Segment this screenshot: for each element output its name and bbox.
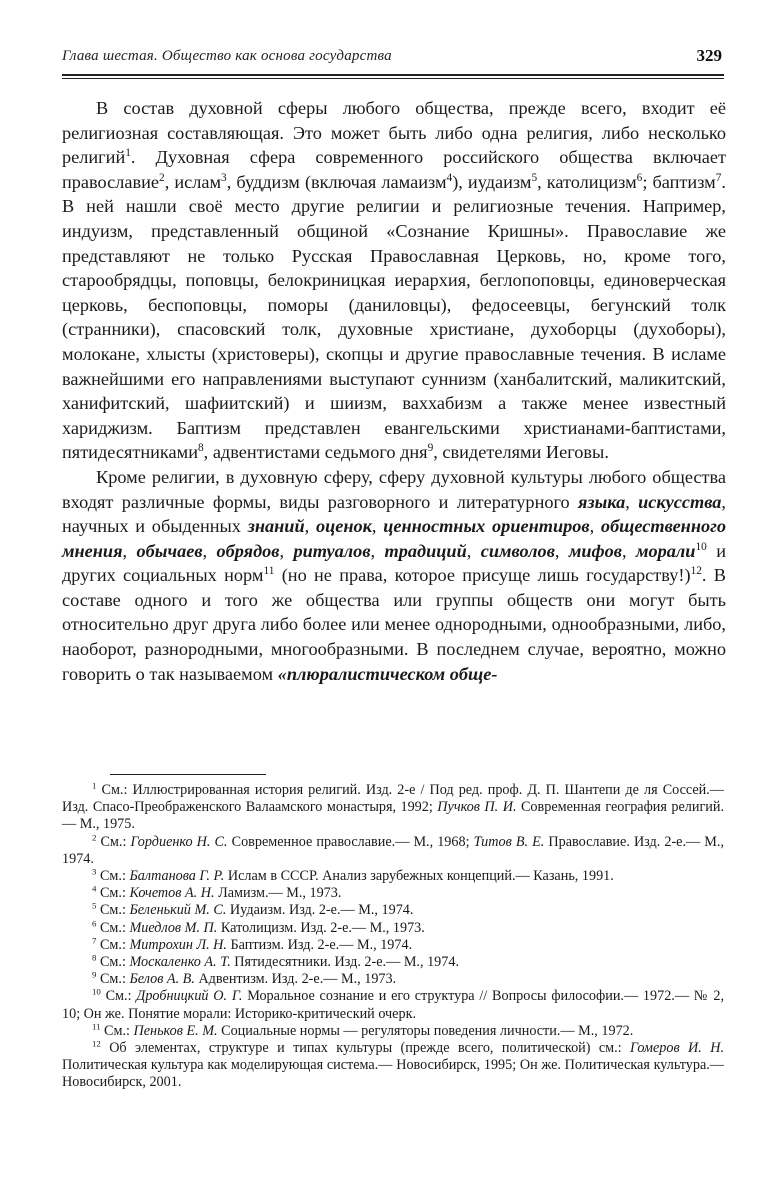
text-run: , католицизм bbox=[537, 171, 637, 192]
italic-run: Титов В. Е. bbox=[473, 833, 545, 850]
footnote-ref: 11 bbox=[263, 565, 275, 578]
paragraph-1 bbox=[62, 96, 726, 465]
text-run: Ламизм.— М., 1973. bbox=[214, 885, 342, 902]
italic-run: Дробницкий О. Г. bbox=[136, 988, 243, 1005]
footnote-12 bbox=[62, 1040, 724, 1092]
footnote-ref: 6 bbox=[636, 171, 643, 184]
text-run: , bbox=[371, 516, 384, 537]
text-run: Моральное сознание и его структура // Вопросы философии.— 1972.— № 2, 10; Он же. Понятие морали: Историко-критический очерк. bbox=[62, 988, 724, 1022]
footnote-6 bbox=[62, 917, 724, 937]
text-run: Адвентизм. Изд. 2-е.— М., 1973. bbox=[194, 971, 397, 988]
text-run: , адвентистами седьмого дня bbox=[203, 442, 428, 463]
paragraph-2 bbox=[62, 465, 726, 686]
text-run: См.: bbox=[100, 1022, 134, 1039]
text-run: См.: bbox=[96, 833, 131, 850]
text-run: См.: bbox=[96, 902, 130, 919]
footnote-ref: 9 bbox=[427, 442, 434, 455]
text-run: , bbox=[466, 540, 481, 561]
text-run: См.: bbox=[96, 885, 130, 902]
text-run: В состав духовной сферы любого общества, прежде всего, входит её религиозная составляющая. Это может быть либо одна религия, либо несколько религий bbox=[62, 98, 726, 168]
italic-run: «плюралистическом обще- bbox=[277, 663, 498, 684]
text-run: См.: Иллюстрированная история религий. Изд. 2-е / Под ред. проф. Д. П. Шантепи де ля Соссей.— Изд. Спасо-Преображенского Валаамского монастыря, 1992; bbox=[62, 782, 724, 816]
footnote-ref: 5 bbox=[531, 171, 538, 184]
footnote-ref: 3 bbox=[221, 171, 227, 184]
text-run: , свидетелями Иеговы. bbox=[433, 442, 609, 463]
footnote-5 bbox=[62, 902, 724, 919]
text-run: , bbox=[370, 540, 385, 561]
page-header bbox=[62, 44, 722, 72]
text-run: . Духовная сфера современного российского общества включает православие bbox=[62, 147, 726, 192]
footnote-ref: 8 bbox=[92, 952, 97, 963]
footnote-ref: 12 bbox=[690, 565, 702, 578]
footnote-ref: 1 bbox=[92, 780, 97, 791]
italic-run: Пеньков Е. М. bbox=[133, 1022, 218, 1039]
text-run: ), иудаизм bbox=[452, 171, 532, 192]
footnote-8 bbox=[62, 954, 724, 971]
text-run: , bbox=[554, 540, 569, 561]
footnote-ref: 10 bbox=[92, 986, 101, 997]
italic-run: Митрохин Л. Н. bbox=[129, 936, 227, 953]
header-rule-thin bbox=[62, 78, 724, 79]
italic-run: обрядов bbox=[216, 540, 280, 561]
text-run: (но не права, которое присуще лишь государству!) bbox=[274, 565, 691, 586]
text-run: и других социальных норм bbox=[62, 540, 726, 586]
italic-run: Пучков П. И. bbox=[437, 799, 517, 816]
footnote-ref: 9 bbox=[92, 969, 97, 980]
footnote-1 bbox=[62, 782, 724, 834]
italic-run: ритуалов bbox=[293, 540, 371, 561]
text-run: , bbox=[202, 540, 217, 561]
text-run: Политическая культура как моделирующая система.— Новосибирск, 1995; Он же. Политическая культура.— Новосибирск, 2001. bbox=[62, 1057, 724, 1091]
text-run: , научных и обыденных bbox=[62, 491, 726, 537]
footnote-ref: 1 bbox=[125, 147, 131, 160]
footnotes bbox=[62, 782, 724, 1092]
italic-run: знаний bbox=[247, 516, 305, 537]
text-run: Современное православие.— М., 1968; bbox=[227, 833, 474, 850]
text-run: , bbox=[304, 516, 316, 537]
italic-run: морали bbox=[635, 540, 696, 561]
footnote-ref: 8 bbox=[198, 442, 204, 455]
header-rule-thick bbox=[62, 74, 724, 76]
text-run: Кроме религии, в духовную сферу, сферу духовной культуры любого общества входят различные формы, виды разговорного и литературного bbox=[62, 466, 726, 512]
footnote-ref: 3 bbox=[92, 866, 97, 877]
italic-run: оценок bbox=[315, 516, 372, 537]
text-run: , ислам bbox=[164, 171, 222, 192]
italic-run: мифов bbox=[568, 540, 622, 561]
italic-run: Кочетов А. Н. bbox=[129, 885, 215, 902]
italic-run: общественного мнения bbox=[62, 516, 727, 561]
footnote-ref: 10 bbox=[695, 540, 707, 553]
text-run: Иудаизм. Изд. 2-е.— М., 1974. bbox=[226, 902, 414, 919]
text-run: Об элементах, структуре и типах культуры (прежде всего, политической) см.: bbox=[100, 1040, 631, 1057]
text-run: См.: bbox=[96, 936, 130, 953]
text-run: См.: bbox=[96, 954, 130, 971]
footnote-10 bbox=[62, 988, 724, 1022]
footnote-ref: 6 bbox=[92, 917, 97, 928]
text-run: Пятидесятники. Изд. 2-е.— М., 1974. bbox=[230, 954, 459, 971]
text-run: Социальные нормы — регуляторы поведения личности.— М., 1972. bbox=[217, 1022, 634, 1039]
footnote-ref: 5 bbox=[92, 900, 97, 911]
italic-run: языка bbox=[578, 491, 626, 512]
text-run: Баптизм. Изд. 2-е.— М., 1974. bbox=[226, 936, 413, 953]
footnote-ref: 2 bbox=[92, 831, 97, 842]
text-run: ; баптизм bbox=[642, 171, 716, 192]
footnote-ref: 12 bbox=[92, 1038, 101, 1049]
text-run: , bbox=[279, 540, 294, 561]
italic-run: Миедлов М. П. bbox=[129, 919, 218, 936]
italic-run: Белов А. В. bbox=[129, 971, 195, 988]
italic-run: искусства bbox=[638, 491, 722, 512]
text-run: См.: bbox=[96, 971, 130, 988]
text-run: См.: bbox=[96, 868, 130, 885]
page-number: 329 bbox=[696, 46, 722, 65]
italic-run: Гордиенко Н. С. bbox=[130, 833, 228, 850]
text-run: , bbox=[122, 540, 137, 561]
italic-run: ценностных ориентиров bbox=[383, 516, 590, 537]
main-text bbox=[62, 96, 726, 686]
text-run: , bbox=[621, 540, 636, 561]
italic-run: Балтанова Г. Р. bbox=[129, 868, 225, 885]
footnote-ref: 7 bbox=[715, 171, 722, 184]
footnote-ref: 7 bbox=[92, 935, 97, 946]
text-run: . В составе одного и того же общества или группы обществ они могут быть относительно друг друга либо более или менее однородными, однообразными, либо, наоборот, разнородными, многообразными. В последнем случае, вероятно, можно говорить о так называемом bbox=[62, 565, 726, 684]
text-run: , bbox=[589, 516, 601, 537]
footnote-ref: 4 bbox=[92, 883, 97, 894]
text-run: Католицизм. Изд. 2-е.— М., 1973. bbox=[217, 919, 425, 936]
footnote-11 bbox=[62, 1023, 724, 1040]
italic-run: Беленький М. С. bbox=[129, 902, 227, 919]
footnote-ref: 4 bbox=[446, 171, 453, 184]
text-run: Православие. Изд. 2-е.— М., 1974. bbox=[62, 833, 724, 867]
italic-run: обычаев bbox=[136, 540, 203, 561]
footnote-ref: 2 bbox=[159, 171, 165, 184]
footnote-separator bbox=[110, 774, 266, 775]
text-run: , bbox=[625, 491, 639, 512]
italic-run: символов bbox=[480, 540, 555, 561]
footnote-7 bbox=[62, 937, 724, 954]
footnote-4 bbox=[62, 885, 724, 902]
italic-run: традиций bbox=[384, 540, 467, 561]
footnote-2 bbox=[62, 831, 724, 868]
footnote-ref: 11 bbox=[92, 1021, 101, 1032]
footnote-3 bbox=[62, 868, 724, 885]
text-run: См.: bbox=[96, 919, 130, 936]
text-run: Современная география религий.— М., 1975. bbox=[62, 799, 725, 833]
italic-run: Гомеров И. Н. bbox=[630, 1040, 724, 1057]
text-run: Ислам в СССР. Анализ зарубежных концепций.— Казань, 1991. bbox=[224, 868, 614, 885]
footnote-9 bbox=[62, 971, 724, 988]
text-run: . В ней нашли своё место другие религии и религиозные течения. Например, индуизм, представленный общиной «Сознание Кришны». Православие же представляют не только Русская Православная Церковь, но, кроме того, старообрядцы, поповцы, белокриницкая иерархия, беглопоповцы, единоверческая церковь, беспоповцы, поморы (даниловцы), федосеевцы, бегунский толк (странники), спасовский толк, духовные христиане, духоборцы (духоборы), молокане, хлысты (христоверы), скопцы и другие православные течения. В исламе важнейшими его направлениями выступают суннизм (ханбалитский, маликитский, ханифитский, шафиитский) и шиизм, ваххабизм а также менее известный хариджизм. Баптизм представлен евангельскими христианами-баптистами, пятидесятниками bbox=[62, 171, 726, 463]
text-run: См.: bbox=[100, 988, 137, 1005]
running-title: Глава шестая. Общество как основа государства bbox=[62, 48, 392, 64]
text-run: , буддизм (включая ламаизм bbox=[226, 171, 447, 192]
italic-run: Москаленко А. Т. bbox=[129, 954, 231, 971]
